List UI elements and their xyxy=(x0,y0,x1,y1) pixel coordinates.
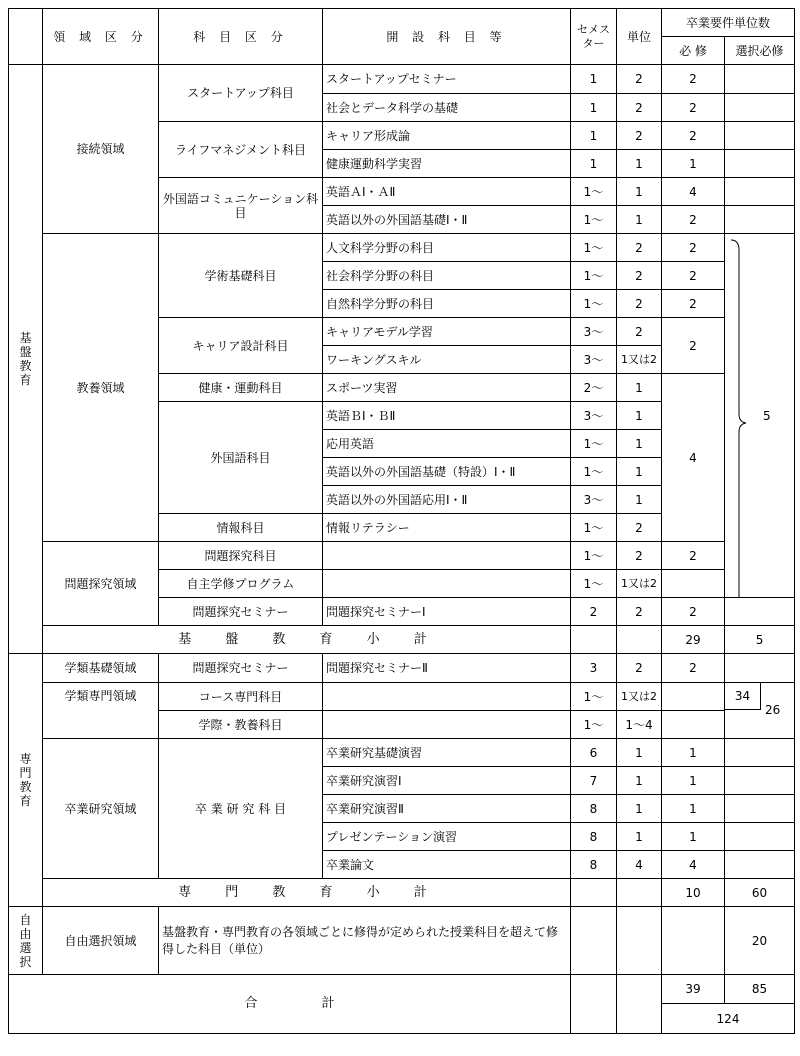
credits-cell: 1 xyxy=(617,206,662,234)
subject-gakujutsu: 学術基礎科目 xyxy=(159,234,323,318)
credits-cell: 1 xyxy=(617,150,662,178)
domain-jiyu: 自由選択領域 xyxy=(43,907,159,975)
semester-cell: 6 xyxy=(571,739,617,767)
required-cell: 2 xyxy=(662,234,725,262)
credits-cell: 1 xyxy=(617,823,662,851)
semester-cell: 1 xyxy=(571,150,617,178)
table-row xyxy=(9,65,795,94)
domain-kyoyo: 教養領域 xyxy=(43,234,159,542)
subtotal-row-kiban xyxy=(9,626,795,654)
course-cell: 自然科学分野の科目 xyxy=(323,290,571,318)
section-kiban-label: 基盤教育 xyxy=(19,331,32,387)
elective-kiban-value: 5 xyxy=(763,409,771,423)
course-cell: 英語以外の外国語応用Ⅰ・Ⅱ xyxy=(323,486,571,514)
required-cell: 2 xyxy=(662,318,725,374)
domain-gakurui-senmon: 学類専門領域 xyxy=(43,683,159,739)
required-cell: 1 xyxy=(662,795,725,823)
semester-cell: 1～ xyxy=(571,570,617,598)
domain-setsuzoku: 接続領域 xyxy=(43,65,159,234)
course-cell xyxy=(323,711,571,739)
credits-cell: 1又は2 xyxy=(617,570,662,598)
brace-icon xyxy=(729,238,749,598)
table-row xyxy=(9,683,795,711)
credits-cell xyxy=(617,626,662,654)
credits-cell: 1 xyxy=(617,430,662,458)
elective-cell xyxy=(725,795,795,823)
course-cell: 英語以外の外国語基礎（特設）Ⅰ・Ⅱ xyxy=(323,458,571,486)
elective-cell xyxy=(725,823,795,851)
elective-cell xyxy=(725,739,795,767)
course-cell: 問題探究セミナーⅠ xyxy=(323,598,571,626)
course-cell: 健康運動科学実習 xyxy=(323,150,571,178)
elective-senmon-34: 34 xyxy=(725,683,761,710)
semester-cell xyxy=(571,975,617,1034)
semester-cell: 1～ xyxy=(571,178,617,206)
course-cell: 社会とデータ科学の基礎 xyxy=(323,94,571,122)
course-cell xyxy=(323,570,571,598)
subject-life: ライフマネジメント科目 xyxy=(159,122,323,178)
subject-gakusai: 学際・教養科目 xyxy=(159,711,323,739)
course-cell: スポーツ実習 xyxy=(323,374,571,402)
semester-cell: 3～ xyxy=(571,402,617,430)
required-cell: 2 xyxy=(662,262,725,290)
semester-cell xyxy=(571,879,617,907)
required-cell: 2 xyxy=(662,542,725,570)
elective-kiban-cell xyxy=(725,234,795,598)
semester-cell: 3～ xyxy=(571,486,617,514)
required-cell: 2 xyxy=(662,598,725,626)
header-row-1 xyxy=(9,9,795,37)
course-cell: プレゼンテーション演習 xyxy=(323,823,571,851)
course-cell: スタートアップセミナー xyxy=(323,65,571,94)
table-row xyxy=(9,907,795,975)
credits-cell xyxy=(617,879,662,907)
course-cell: キャリア形成論 xyxy=(323,122,571,150)
subtotal-label: 専 門 教 育 小 計 xyxy=(43,879,571,907)
credits-cell: 1 xyxy=(617,767,662,795)
elective-cell xyxy=(725,178,795,206)
semester-cell: 1～ xyxy=(571,290,617,318)
subject-joho: 情報科目 xyxy=(159,514,323,542)
course-cell: 卒業研究基礎演習 xyxy=(323,739,571,767)
elective-cell: 20 xyxy=(725,907,795,975)
credits-cell: 1 xyxy=(617,486,662,514)
credits-cell: 1 xyxy=(617,795,662,823)
header-blank xyxy=(9,9,43,65)
required-cell xyxy=(662,683,725,711)
required-cell: 4 xyxy=(662,178,725,206)
required-cell: 2 xyxy=(662,65,725,94)
semester-cell: 3～ xyxy=(571,318,617,346)
course-cell: 社会科学分野の科目 xyxy=(323,262,571,290)
subtotal-required: 10 xyxy=(662,879,725,907)
subtotal-label: 基 盤 教 育 小 計 xyxy=(43,626,571,654)
semester-cell: 8 xyxy=(571,823,617,851)
elective-senmon-26: 26 xyxy=(765,703,781,717)
domain-sotsugyo: 卒業研究領域 xyxy=(43,739,159,879)
course-cell: 英語以外の外国語基礎Ⅰ・Ⅱ xyxy=(323,206,571,234)
course-cell: 英語ＡⅠ・ＡⅡ xyxy=(323,178,571,206)
required-cell xyxy=(662,711,725,739)
total-sum: 124 xyxy=(662,1004,795,1034)
elective-cell xyxy=(725,598,795,626)
credits-cell: 2 xyxy=(617,234,662,262)
required-cell: 1 xyxy=(662,739,725,767)
semester-cell: 3～ xyxy=(571,346,617,374)
subject-course-senmon: コース専門科目 xyxy=(159,683,323,711)
course-cell: キャリアモデル学習 xyxy=(323,318,571,346)
required-cell: 4 xyxy=(662,851,725,879)
semester-cell: 1 xyxy=(571,65,617,94)
course-cell: 卒業研究演習Ⅱ xyxy=(323,795,571,823)
semester-cell xyxy=(571,907,617,975)
required-cell: 1 xyxy=(662,150,725,178)
required-cell: 2 xyxy=(662,654,725,683)
semester-cell: 1～ xyxy=(571,542,617,570)
credits-cell: 1又は2 xyxy=(617,346,662,374)
course-cell: 情報リテラシー xyxy=(323,514,571,542)
course-cell: 卒業論文 xyxy=(323,851,571,879)
elective-cell xyxy=(725,150,795,178)
subject-gaikokugo: 外国語科目 xyxy=(159,402,323,514)
total-row-1 xyxy=(9,975,795,1004)
header-subject-category: 科 目 区 分 xyxy=(159,9,323,65)
semester-cell: 1～ xyxy=(571,711,617,739)
total-elective: 85 xyxy=(725,975,795,1004)
subtotal-elective: 5 xyxy=(725,626,795,654)
header-required: 必 修 xyxy=(662,37,725,65)
credits-cell: 1 xyxy=(617,458,662,486)
credits-cell: 1～4 xyxy=(617,711,662,739)
semester-cell: 3 xyxy=(571,654,617,683)
credits-cell xyxy=(617,907,662,975)
subtotal-elective: 60 xyxy=(725,879,795,907)
elective-cell xyxy=(725,65,795,94)
required-cell: 1 xyxy=(662,823,725,851)
required-cell: 2 xyxy=(662,290,725,318)
semester-cell: 1 xyxy=(571,122,617,150)
elective-cell xyxy=(725,654,795,683)
credits-cell: 2 xyxy=(617,318,662,346)
credits-cell: 1 xyxy=(617,374,662,402)
credits-cell xyxy=(617,975,662,1034)
domain-mondai: 問題探究領域 xyxy=(43,542,159,626)
credits-cell: 2 xyxy=(617,654,662,683)
elective-senmon-cell xyxy=(725,683,795,739)
table-row xyxy=(9,739,795,767)
required-cell: 2 xyxy=(662,122,725,150)
subject-kenko: 健康・運動科目 xyxy=(159,374,323,402)
jiyu-description: 基盤教育・専門教育の各領域ごとに修得が定められた授業科目を超えて修得した科目（単位） xyxy=(159,907,571,975)
credits-cell: 2 xyxy=(617,122,662,150)
header-elective: 選択必修 xyxy=(725,37,795,65)
course-cell: ワーキングスキル xyxy=(323,346,571,374)
required-cell xyxy=(662,907,725,975)
elective-cell xyxy=(725,767,795,795)
curriculum-table xyxy=(8,8,795,1034)
subject-jishu: 自主学修プログラム xyxy=(159,570,323,598)
subject-mondai: 問題探究科目 xyxy=(159,542,323,570)
domain-gakurui-kiso: 学類基礎領域 xyxy=(43,654,159,683)
credits-cell: 2 xyxy=(617,514,662,542)
total-label: 合 計 xyxy=(9,975,571,1034)
credits-cell: 1 xyxy=(617,402,662,430)
table-row xyxy=(9,542,795,570)
credits-cell: 1 xyxy=(617,739,662,767)
credits-cell: 2 xyxy=(617,94,662,122)
elective-cell xyxy=(725,94,795,122)
semester-cell: 1～ xyxy=(571,262,617,290)
semester-cell: 8 xyxy=(571,795,617,823)
course-cell: 問題探究セミナーⅡ xyxy=(323,654,571,683)
semester-cell: 1～ xyxy=(571,683,617,711)
subtotal-required: 29 xyxy=(662,626,725,654)
course-cell: 応用英語 xyxy=(323,430,571,458)
credits-cell: 2 xyxy=(617,542,662,570)
section-jiyu xyxy=(9,907,43,975)
credits-cell: 1 xyxy=(617,178,662,206)
credits-cell: 4 xyxy=(617,851,662,879)
credits-cell: 1又は2 xyxy=(617,683,662,711)
subtotal-row-senmon xyxy=(9,879,795,907)
semester-cell: 1～ xyxy=(571,458,617,486)
course-cell: 人文科学分野の科目 xyxy=(323,234,571,262)
elective-cell xyxy=(725,206,795,234)
section-senmon xyxy=(9,654,43,907)
credits-cell: 2 xyxy=(617,65,662,94)
required-cell xyxy=(662,570,725,598)
subject-sotsuken: 卒 業 研 究 科 目 xyxy=(159,739,323,879)
course-cell xyxy=(323,542,571,570)
semester-cell: 2～ xyxy=(571,374,617,402)
table-row xyxy=(9,234,795,262)
semester-cell xyxy=(571,626,617,654)
subject-startup: スタートアップ科目 xyxy=(159,65,323,122)
semester-cell: 1 xyxy=(571,94,617,122)
header-course: 開 設 科 目 等 xyxy=(323,9,571,65)
curriculum-table-sheet xyxy=(8,8,795,1034)
credits-cell: 2 xyxy=(617,598,662,626)
semester-cell: 1～ xyxy=(571,206,617,234)
section-kiban xyxy=(9,65,43,654)
required-cell: 2 xyxy=(662,94,725,122)
header-credits: 単位 xyxy=(617,9,662,65)
elective-cell xyxy=(725,851,795,879)
section-jiyu-label: 自由選択 xyxy=(19,912,32,969)
credits-cell: 2 xyxy=(617,262,662,290)
subject-mondai-seminar-2: 問題探究セミナー xyxy=(159,654,323,683)
semester-cell: 8 xyxy=(571,851,617,879)
subject-foreign-comm: 外国語コミュニケーション科目 xyxy=(159,178,323,234)
header-requirement: 卒業要件単位数 xyxy=(662,9,795,37)
required-cell: 4 xyxy=(662,374,725,542)
subject-mondai-seminar: 問題探究セミナー xyxy=(159,598,323,626)
subject-career: キャリア設計科目 xyxy=(159,318,323,374)
required-cell: 1 xyxy=(662,767,725,795)
semester-cell: 1～ xyxy=(571,430,617,458)
course-cell: 卒業研究演習Ⅰ xyxy=(323,767,571,795)
total-required: 39 xyxy=(662,975,725,1004)
table-row xyxy=(9,654,795,683)
credits-cell: 2 xyxy=(617,290,662,318)
header-domain: 領 域 区 分 xyxy=(43,9,159,65)
course-cell: 英語ＢⅠ・ＢⅡ xyxy=(323,402,571,430)
header-semester: セメスター xyxy=(571,9,617,65)
semester-cell: 1～ xyxy=(571,234,617,262)
required-cell: 2 xyxy=(662,206,725,234)
semester-cell: 2 xyxy=(571,598,617,626)
elective-cell xyxy=(725,122,795,150)
semester-cell: 1～ xyxy=(571,514,617,542)
section-senmon-label: 専門教育 xyxy=(19,752,32,808)
semester-cell: 7 xyxy=(571,767,617,795)
course-cell xyxy=(323,683,571,711)
